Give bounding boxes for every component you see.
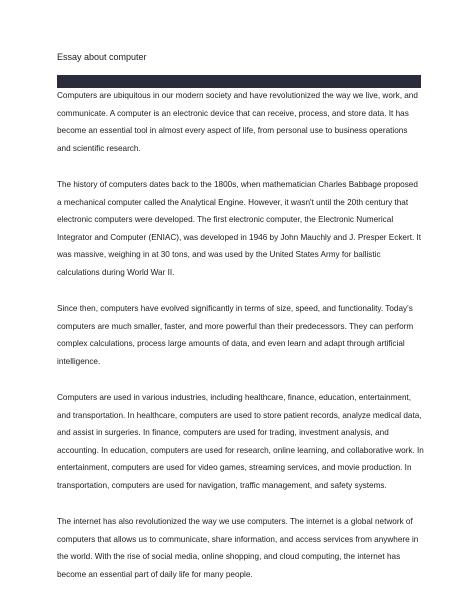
text-line: become an essential part of daily life for many people. <box>57 569 253 579</box>
document-title: Essay about computer <box>57 52 147 62</box>
text-line: The history of computers dates back to the 1800s, when mathematician Charles Babbage proposed <box>57 180 418 189</box>
text-line: and transportation. In healthcare, computers are used to store patient records, analyze medical data, <box>57 410 422 420</box>
text-line: computers that allows us to communicate, share information, and access services from anywhere in <box>57 534 419 544</box>
paragraph <box>57 300 431 370</box>
text-line: Computers are ubiquitous in our modern society and have revolutionized the way we live, work, and <box>57 91 418 100</box>
text-line: was massive, weighing in at 30 tons, and was used by the United States Army for ballistic <box>57 250 381 259</box>
text-line: Integrator and Computer (ENIAC), was developed in 1946 by John Mauchly and J. Presper Eckert. It <box>57 232 422 242</box>
text-line: intelligence. <box>57 356 101 366</box>
text-line: accounting. In education, computers are used for research, online learning, and collaborative work. In <box>57 445 424 455</box>
text-line: and scientific research. <box>57 143 141 153</box>
text-line: computers are much smaller, faster, and more powerful than their predecessors. They can perform <box>57 321 414 331</box>
paragraph <box>57 513 431 583</box>
document-body <box>57 87 431 602</box>
text-line: a mechanical computer called the Analytical Engine. However, it wasn't until the 20th century that <box>57 197 409 207</box>
paragraph <box>57 87 431 157</box>
text-line: electronic computers were developed. The first electronic computer, the Electronic Numerical <box>57 215 394 224</box>
paragraph <box>57 176 431 281</box>
text-line: transportation, computers are used for navigation, traffic management, and safety systems. <box>57 480 387 490</box>
text-line: calculations during World War II. <box>57 267 175 277</box>
text-line: complex calculations, process large amounts of data, and even learn and adapt through artificial <box>57 339 405 348</box>
text-line: and assist in surgeries. In finance, computers are used for trading, investment analysis, and <box>57 428 389 437</box>
paragraph <box>57 389 431 494</box>
text-line: communicate. A computer is an electronic device that can receive, process, and store data. It has <box>57 108 409 118</box>
text-line: become an essential tool in almost every aspect of life, from personal use to business operations <box>57 126 408 135</box>
text-line: The internet has also revolutionized the way we use computers. The internet is a global network of <box>57 517 413 526</box>
text-line: Computers are used in various industries, including healthcare, finance, education, entertainment, <box>57 393 412 402</box>
text-line: the world. With the rise of social media, online shopping, and cloud computing, the internet has <box>57 552 401 561</box>
text-line: entertainment, computers are used for video games, streaming services, and movie production. In <box>57 463 412 472</box>
text-line: Since then, computers have evolved significantly in terms of size, speed, and functionality. Today's <box>57 304 413 313</box>
